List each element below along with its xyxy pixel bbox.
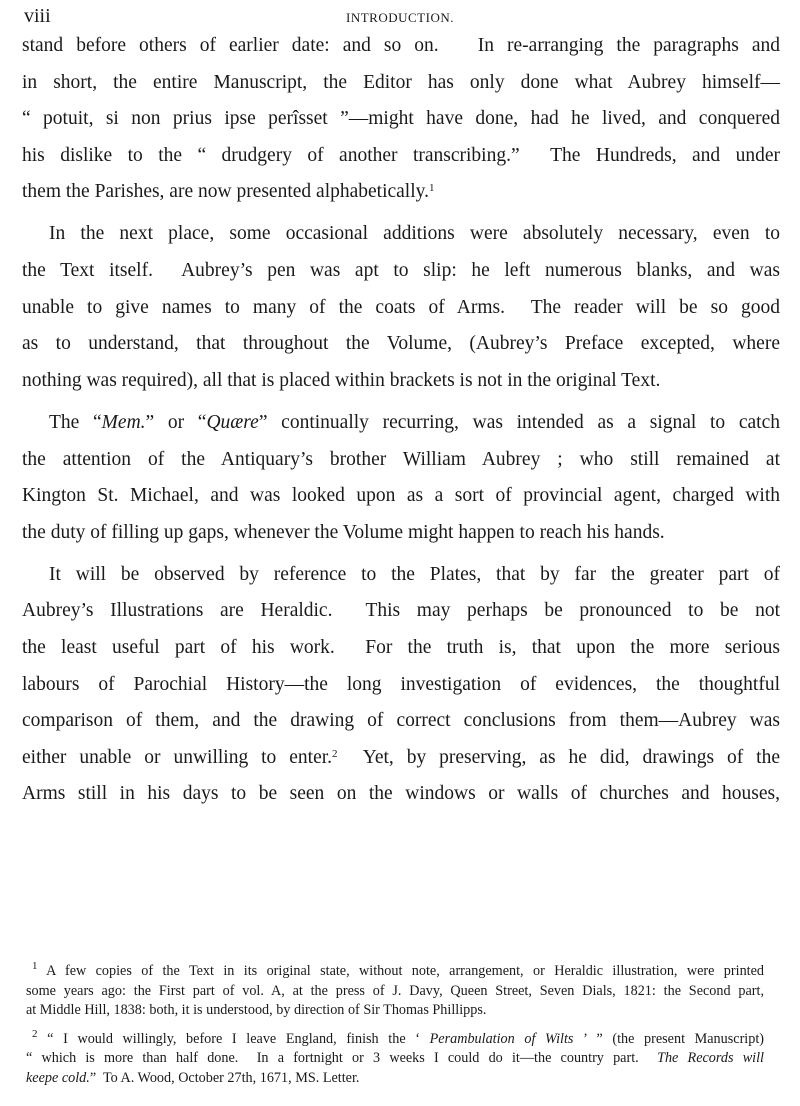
text-line bbox=[22, 363, 780, 400]
text-run: nothing was required), all that is placed within brackets is not in the original Text. bbox=[22, 369, 661, 391]
text-line bbox=[22, 290, 780, 327]
text-run: unable to give names to many of the coats of Arms. The reader will be so good bbox=[22, 296, 780, 318]
text-line bbox=[22, 138, 780, 175]
text-run: ” To A. Wood, October 27th, 1671, MS. Letter. bbox=[89, 1069, 360, 1086]
text-line bbox=[26, 962, 764, 982]
paragraph bbox=[22, 28, 780, 211]
text-run: some years ago: the First part of vol. A, at the press of J. Davy, Queen Street, Seven Dials, 1821: the Second part, bbox=[26, 982, 764, 999]
text-run: Kington St. Michael, and was looked upon as a sort of provincial agent, charged with bbox=[22, 485, 780, 507]
text-run: Yet, by preserving, as he did, drawings of the bbox=[337, 746, 780, 768]
text-line bbox=[22, 405, 780, 442]
paragraph bbox=[22, 557, 780, 813]
text-line bbox=[22, 174, 780, 211]
text-run: The “ bbox=[49, 411, 102, 433]
text-line bbox=[26, 1069, 764, 1089]
text-run: Aubrey’s Illustrations are Heraldic. This may perhaps be pronounced to be not bbox=[22, 600, 780, 622]
text-line bbox=[22, 557, 780, 594]
text-run: “ I would willingly, before I leave England, finish the ‘ bbox=[37, 1030, 430, 1047]
footnote-marker: 2 bbox=[332, 747, 338, 760]
text-run: either unable or unwilling to enter. bbox=[22, 746, 333, 768]
text-run: at Middle Hill, 1838: both, it is understood, by direction of Sir Thomas Phillipps. bbox=[26, 1002, 487, 1018]
running-title: INTRODUCTION. bbox=[346, 10, 454, 25]
text-run: ” continually recurring, was intended as a signal to catch bbox=[258, 411, 780, 433]
text-line bbox=[22, 776, 780, 813]
text-run: In the next place, some occasional additions were absolutely necessary, even to bbox=[49, 223, 780, 245]
text-line bbox=[22, 101, 780, 138]
text-line bbox=[22, 593, 780, 630]
text-run: as to understand, that throughout the Volume, (Aubrey’s Preface excepted, where bbox=[22, 333, 780, 355]
text-run: comparison of them, and the drawing of correct conclusions from them—Aubrey was bbox=[22, 710, 780, 732]
text-run: A few copies of the Text in its original state, without note, arrangement, or Heraldic illustration, were printed bbox=[37, 963, 764, 979]
paragraph bbox=[22, 405, 780, 551]
text-run: ’ ” (the present Manuscript) bbox=[573, 1030, 764, 1047]
text-run: It will be observed by reference to the Plates, that by far the greater part of bbox=[49, 563, 780, 585]
text-run: “ which is more than half done. In a fortnight or 3 weeks I could do it—the country part. bbox=[26, 1050, 658, 1066]
text-run: labours of Parochial History—the long investigation of evidences, the thoughtful bbox=[22, 673, 780, 695]
text-run: stand before others of earlier date: and so on. In re-arranging the paragraphs and bbox=[22, 35, 780, 56]
text-line bbox=[26, 1027, 764, 1050]
text-run: the duty of filling up gaps, whenever the Volume might happen to reach his hands. bbox=[22, 521, 665, 543]
text-line bbox=[22, 28, 780, 65]
text-line bbox=[22, 442, 780, 479]
text-run: his dislike to the “ drudgery of another transcribing.” The Hundreds, and under bbox=[22, 144, 780, 166]
body-text bbox=[22, 28, 780, 818]
text-line bbox=[26, 982, 764, 1002]
text-line bbox=[22, 630, 780, 667]
text-line bbox=[22, 515, 780, 552]
text-line bbox=[22, 326, 780, 363]
footnote-marker: 2 bbox=[32, 1027, 38, 1040]
footnote-marker: 1 bbox=[429, 182, 435, 195]
italic-text: Quære bbox=[206, 411, 259, 433]
italic-text: The Records will bbox=[657, 1050, 764, 1066]
text-run: the least useful part of his work. For the truth is, that upon the more serious bbox=[22, 637, 780, 658]
text-line bbox=[22, 667, 780, 704]
text-line bbox=[22, 216, 780, 253]
text-line bbox=[26, 1049, 764, 1069]
text-line bbox=[22, 703, 780, 740]
text-line bbox=[22, 65, 780, 102]
footnotes bbox=[26, 962, 764, 1097]
text-run: ” or “ bbox=[145, 411, 207, 433]
text-run: the Text itself. Aubrey’s pen was apt to slip: he left numerous blanks, and was bbox=[22, 260, 780, 282]
text-line bbox=[22, 740, 780, 777]
footnote bbox=[26, 962, 764, 1021]
text-line bbox=[22, 478, 780, 515]
text-run: “ potuit, si non prius ipse perîsset ”—might have done, had he lived, and conquered bbox=[22, 108, 780, 130]
text-run: the attention of the Antiquary’s brother William Aubrey ; who still remained at bbox=[22, 448, 780, 470]
italic-text: Mem. bbox=[101, 411, 146, 433]
text-line bbox=[26, 1001, 764, 1021]
footnote bbox=[26, 1027, 764, 1089]
text-run: in short, the entire Manuscript, the Editor has only done what Aubrey himself— bbox=[22, 71, 780, 93]
text-run: Arms still in his days to be seen on the windows or walls of churches and houses, bbox=[22, 783, 780, 805]
footnote-marker: 1 bbox=[32, 960, 38, 972]
text-run: them the Parishes, are now presented alphabetically. bbox=[22, 181, 430, 203]
paragraph bbox=[22, 216, 780, 399]
page-number: viii bbox=[24, 5, 51, 27]
italic-text: Perambulation of Wilts bbox=[429, 1030, 574, 1047]
italic-text: keepe cold. bbox=[26, 1069, 90, 1086]
text-line bbox=[22, 253, 780, 290]
